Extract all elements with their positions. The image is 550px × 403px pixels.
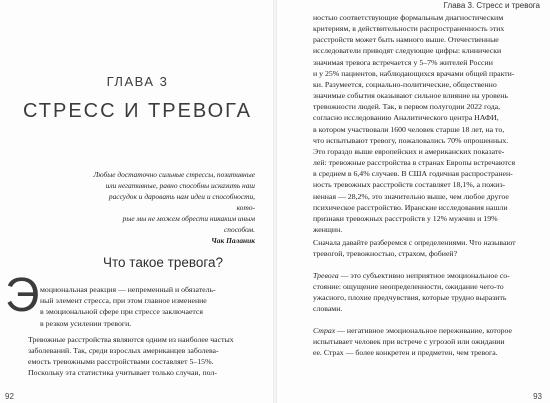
text-line: стояние: ощущение неопределенности, ожидание чего-то [313,282,504,292]
definition-anxiety [313,270,536,315]
right-body-paragraph [313,12,536,235]
definition-term: Тревога [313,271,339,280]
text-line: Это гораздо выше европейских и американских показате- [313,146,505,156]
left-body-paragraph [28,334,262,378]
chapter-label: ГЛАВА 3 [106,74,169,89]
text-line: ее. Страх — более конкретен и предметен, чем тревога. [313,348,498,358]
text-line: критериям, в действительности распространенность этих [313,24,505,34]
epigraph-line: Любые достаточно сильные стрессы, позитивные [93,170,255,179]
text-line: значимая тревога встречается у 5–7% жителей России [313,57,493,67]
running-header: Глава 3. Стресс и тревога [443,1,540,10]
text-line: в среднем в 6,4% случаев. В США годичная распространен- [313,169,513,179]
text-line: ки. Разумеется, социально-политические, общественно [313,79,497,89]
text-line: женщин. [313,224,343,234]
definition-term: Страх [313,326,336,335]
definition-fear [313,325,536,358]
text-line: что испытывают тревогу, пожаловались 70% опрошенных. [313,135,509,145]
text-line: емость тревожными расстройствами составляет 5–15%. [28,357,214,367]
right-page-number: 93 [533,392,542,401]
epigraph-line: рассудок и даровать нам идеи и способности, кото- [108,192,255,213]
definitions-intro [313,237,536,259]
text-line: значимые события оказывают сильное влияние на уровень [313,91,508,101]
book-gutter [273,0,277,403]
text-line: и у 25% пациентов, наблюдающихся врачами общей практи- [313,68,515,78]
text-line: исследователи приводят следующие цифры: клинически [313,46,502,56]
text-line: ужасного, плохие предчувствия, которые трудно выразить [313,293,507,303]
text-line: в резком усилении тревоги. [40,318,132,328]
text-line: ный элемент стресса, при этом главное изменение [40,296,207,306]
text-line: согласно исследованию Аналитического центра НАФИ, [313,113,499,123]
drop-cap: Э [5,269,40,322]
epigraph [93,169,255,236]
text-line: психическое расстройство. Иранские исследования нашли [313,202,508,212]
text-line: Тревожные расстройства являются одним из наиболее частых [28,335,234,344]
epigraph-line: рые мы не можем обрести никаким иным способом. [122,214,255,235]
text-line: — негативное эмоциональное переживание, которое [335,326,512,335]
intro-paragraph [40,284,262,329]
text-line: — это субъективно неприятное эмоциональное со- [338,271,510,280]
text-line: заболеваний. Так, среди взрослых американцев заболева- [28,346,219,356]
text-line: ностью соответствующие формальным диагностическим [313,13,504,22]
text-line: тревогой, тревожностью, страхом, фобией? [313,249,458,259]
text-line: лей: тревожные расстройства в странах Европы встречаются [313,158,516,168]
text-line: тревожности людей. Так, в первом полугодии 2022 года, [313,102,501,112]
text-line: Поскольку эта статистика учитывает только случаи, пол- [28,368,217,378]
left-page-number: 92 [5,392,14,401]
section-heading: Что такое тревога? [103,255,224,270]
text-line: в котором участвовали 1600 человек старше 18 лет, на то, [313,124,505,134]
text-line: Сначала давайте разберемся с определениями. Что называют [313,238,516,247]
text-line: словами. [313,304,343,314]
epigraph-line: или негативные, равно способны исказить наш [105,181,255,191]
text-line: ненная — 28,2%, это значительно выше, чем любое другое [313,191,509,201]
text-line: в эмоциональной сфере при стрессе заключается [40,307,203,317]
text-line: испытывает человек при встрече с угрозой или ожидании [313,337,505,347]
text-line: признаки тревожных расстройств у 12% мужчин и 19% [313,213,498,223]
epigraph-author: Чак Паланик [211,236,255,245]
chapter-title: СТРЕСС И ТРЕВОГА [22,100,252,122]
text-line: ность тревожных расстройств составляет 18,1%, а пожиз- [313,180,506,190]
text-line: моциональная реакция — непременный и обязатель- [40,285,216,294]
text-line: расстройств может быть намного выше. Отечественные [313,35,499,45]
